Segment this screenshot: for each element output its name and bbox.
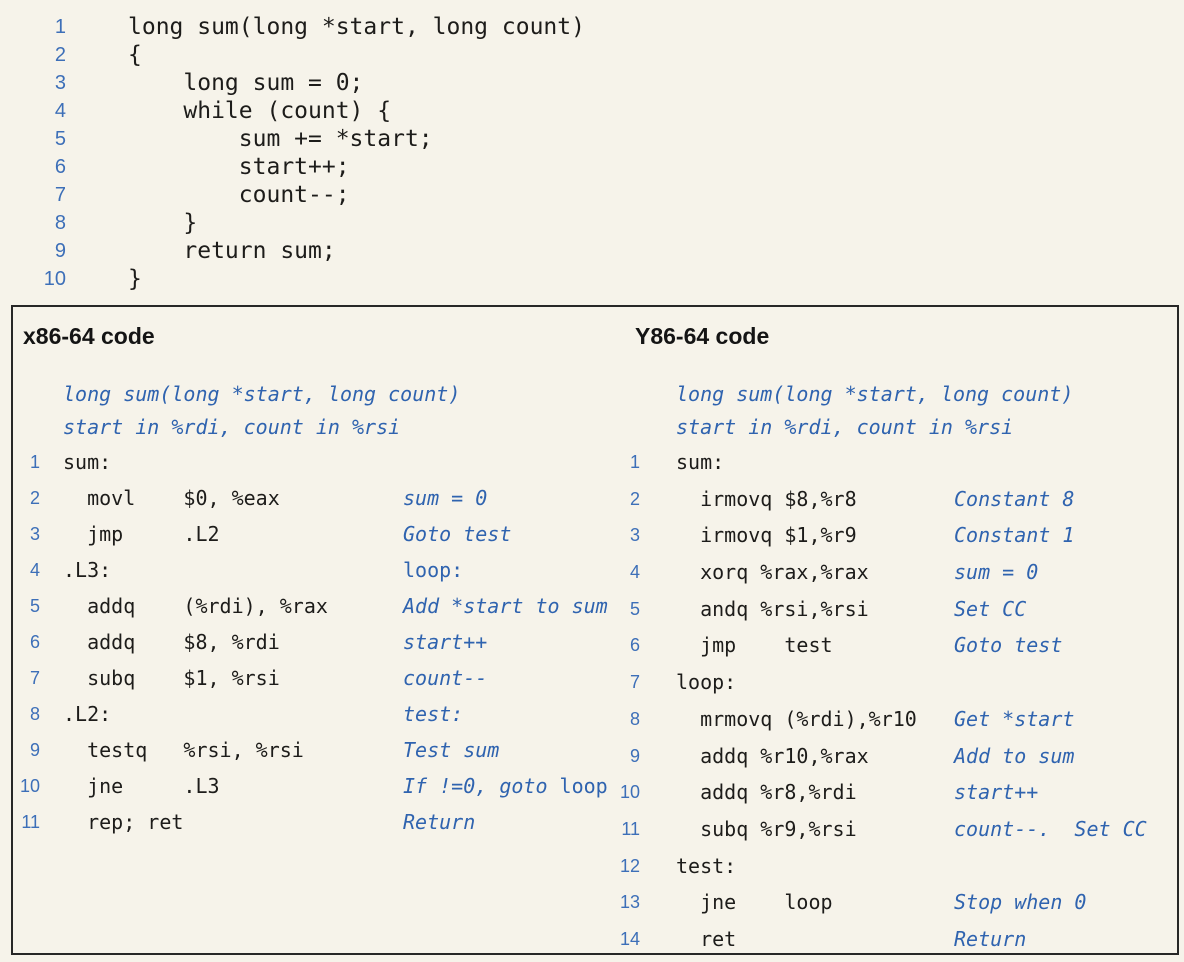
asm-comment-code-ref: loop: <box>403 558 464 582</box>
asm-line <box>614 811 1177 848</box>
line-number: 9 <box>29 740 40 760</box>
asm-line <box>614 921 1177 958</box>
asm-comment-text: Stop when 0 <box>954 890 1087 915</box>
asm-code-text: movl $0, %eax <box>63 486 280 510</box>
asm-comment <box>954 701 1074 738</box>
asm-code-text: addq %r10,%rax <box>676 743 869 768</box>
asm-line <box>14 480 595 516</box>
c-code-line <box>0 13 585 41</box>
asm-code-text: loop: <box>676 670 737 695</box>
line-number: 10 <box>43 268 66 290</box>
c-code-line <box>0 237 585 265</box>
asm-line <box>614 701 1177 738</box>
asm-line <box>14 696 595 732</box>
asm-comment <box>954 627 1062 664</box>
c-code-lines <box>0 13 585 293</box>
asm-line <box>614 481 1177 518</box>
x86-rows <box>14 444 608 840</box>
asm-code-text: jmp test <box>676 633 833 658</box>
asm-line <box>14 732 595 768</box>
line-number: 4 <box>629 562 640 583</box>
line-number: 1 <box>54 16 66 38</box>
asm-comment-text: Test sum <box>403 738 500 762</box>
line-number: 3 <box>629 525 640 546</box>
asm-comment-text: sum = 0 <box>403 486 488 510</box>
asm-comment <box>403 696 463 732</box>
line-number: 5 <box>629 598 640 619</box>
asm-line <box>614 444 1177 481</box>
asm-line <box>14 588 608 624</box>
line-number: 2 <box>54 44 66 66</box>
asm-comment-text: Get *start <box>954 706 1075 731</box>
asm-code-text: irmovq $8,%r8 <box>676 486 857 511</box>
line-number: 6 <box>29 632 40 652</box>
asm-comment-text: Constant 1 <box>954 523 1075 548</box>
asm-line <box>614 848 1177 885</box>
asm-comment-text: sum = 0 <box>954 560 1039 585</box>
asm-code-text: addq $8, %rdi <box>63 630 280 654</box>
asm-comment-text: Add *start to sum <box>403 594 608 618</box>
asm-code-text: .L3: <box>63 558 112 582</box>
asm-comment-text: Constant 8 <box>954 486 1075 511</box>
asm-line <box>14 624 595 660</box>
line-number: 7 <box>29 668 40 688</box>
asm-line <box>614 738 1177 775</box>
asm-comment <box>954 591 1026 628</box>
c-code-text: long sum(long *start, long count) <box>128 14 585 40</box>
asm-code-text: addq %r8,%rdi <box>676 780 857 805</box>
asm-code-text: .L2: <box>63 702 112 726</box>
line-number: 6 <box>629 635 640 656</box>
asm-code-text: sum: <box>676 450 725 474</box>
asm-comment <box>403 732 499 768</box>
c-code-listing <box>0 13 585 293</box>
asm-line <box>14 444 595 480</box>
asm-code-text: subq $1, %rsi <box>63 666 280 690</box>
line-number: 10 <box>619 782 640 803</box>
asm-line <box>614 884 1177 921</box>
c-code-text: return sum; <box>128 238 336 264</box>
asm-line <box>614 627 1177 664</box>
line-number: 8 <box>54 212 66 234</box>
asm-comment-text: Goto test <box>403 522 512 546</box>
c-code-line <box>0 181 585 209</box>
asm-code-text: sum: <box>63 450 112 474</box>
asm-line <box>14 660 595 696</box>
y86-signature-block <box>676 378 1177 444</box>
y86-rows <box>614 444 1177 958</box>
asm-line <box>614 664 1177 701</box>
line-number: 9 <box>629 745 640 766</box>
x86-signature-block <box>63 378 595 444</box>
asm-code-text: jne loop <box>676 890 833 915</box>
asm-line <box>14 768 608 804</box>
y86-register-mapping: start in %rdi, count in %rsi <box>676 415 1014 439</box>
line-number: 11 <box>21 812 40 832</box>
line-number: 8 <box>629 708 640 729</box>
asm-comment <box>403 804 475 840</box>
asm-comment <box>403 480 487 516</box>
line-number: 6 <box>54 156 66 178</box>
asm-line <box>14 516 595 552</box>
c-code-text: sum += *start; <box>128 126 433 152</box>
x86-title: x86-64 code <box>23 323 155 349</box>
asm-comment-text: Return <box>954 926 1027 951</box>
asm-code-text: irmovq $1,%r9 <box>676 523 857 548</box>
line-number: 10 <box>19 776 40 796</box>
x86-signature: long sum(long *start, long count) <box>63 382 461 406</box>
asm-code-text: addq (%rdi), %rax <box>63 594 328 618</box>
x86-register-mapping: start in %rdi, count in %rsi <box>63 415 401 439</box>
y86-signature: long sum(long *start, long count) <box>676 382 1074 406</box>
asm-comment <box>403 552 463 588</box>
c-code-line <box>0 209 585 237</box>
line-number: 3 <box>29 524 40 544</box>
line-number: 5 <box>54 128 66 150</box>
line-number: 3 <box>54 72 66 94</box>
c-code-text: start++; <box>128 154 350 180</box>
asm-code-text: rep; ret <box>63 810 184 834</box>
line-number: 9 <box>54 240 66 262</box>
asm-comment <box>403 768 608 804</box>
asm-comparison-panel <box>11 305 1179 955</box>
asm-line <box>14 552 595 588</box>
asm-line <box>614 774 1177 811</box>
c-code-text: while (count) { <box>128 98 392 124</box>
asm-comment-text: Set CC <box>954 596 1027 621</box>
line-number: 14 <box>619 928 640 949</box>
line-number: 8 <box>29 704 40 724</box>
line-number: 12 <box>619 855 640 876</box>
line-number: 7 <box>54 184 66 206</box>
line-number: 5 <box>29 596 40 616</box>
asm-line <box>614 591 1177 628</box>
asm-comment-text: count-- <box>403 666 488 690</box>
c-code-line <box>0 69 585 97</box>
asm-comment <box>403 588 608 624</box>
asm-comment-text: count--. Set CC <box>954 816 1147 841</box>
asm-code-text: mrmovq (%rdi),%r10 <box>676 706 917 731</box>
asm-line <box>614 517 1177 554</box>
asm-code-text: ret <box>676 926 737 951</box>
y86-title: Y86-64 code <box>635 323 770 349</box>
c-code-line <box>0 265 585 293</box>
c-code-line <box>0 97 585 125</box>
asm-comment <box>403 516 511 552</box>
c-code-line <box>0 153 585 181</box>
asm-comment-text: If !=0, goto <box>403 774 560 798</box>
asm-line <box>14 804 595 840</box>
c-code-line <box>0 41 585 69</box>
line-number: 11 <box>621 818 640 839</box>
line-number: 13 <box>619 892 640 913</box>
asm-comment <box>954 517 1074 554</box>
c-code-text: } <box>128 210 198 236</box>
line-number: 1 <box>629 452 640 472</box>
asm-comment <box>954 738 1074 775</box>
asm-code-text: test: <box>676 853 737 878</box>
line-number: 2 <box>29 488 40 508</box>
asm-line <box>614 554 1177 591</box>
c-code-line <box>0 125 585 153</box>
asm-comment <box>954 554 1038 591</box>
line-number: 7 <box>629 672 640 693</box>
asm-comment-text: Return <box>403 810 476 834</box>
asm-code-text: xorq %rax,%rax <box>676 560 869 585</box>
c-code-text: { <box>128 42 142 68</box>
line-number: 4 <box>29 560 40 580</box>
asm-comment <box>954 481 1074 518</box>
line-number: 4 <box>54 100 66 122</box>
asm-comment <box>954 884 1086 921</box>
asm-code-text: andq %rsi,%rsi <box>676 596 869 621</box>
asm-comment <box>403 624 487 660</box>
asm-code-text: testq %rsi, %rsi <box>63 738 304 762</box>
y86-column <box>595 307 1177 953</box>
x86-column <box>13 307 608 953</box>
asm-comment-text: start++ <box>403 630 488 654</box>
asm-comment <box>954 811 1147 848</box>
c-code-text: count--; <box>128 182 350 208</box>
asm-comment-text: test: <box>403 702 464 726</box>
asm-code-text: jmp .L2 <box>63 522 220 546</box>
c-code-text: long sum = 0; <box>128 70 364 96</box>
line-number: 1 <box>29 452 40 472</box>
asm-comment <box>954 921 1026 958</box>
asm-code-text: jne .L3 <box>63 774 220 798</box>
asm-comment-code-ref: loop <box>559 774 608 798</box>
asm-comment-text: start++ <box>954 780 1039 805</box>
line-number: 2 <box>629 488 640 509</box>
c-code-text: } <box>128 266 142 292</box>
asm-comment-text: Goto test <box>954 633 1063 658</box>
asm-comment <box>954 774 1038 811</box>
asm-comment-text: Add to sum <box>954 743 1075 768</box>
asm-comment <box>403 660 487 696</box>
asm-code-text: subq %r9,%rsi <box>676 816 857 841</box>
